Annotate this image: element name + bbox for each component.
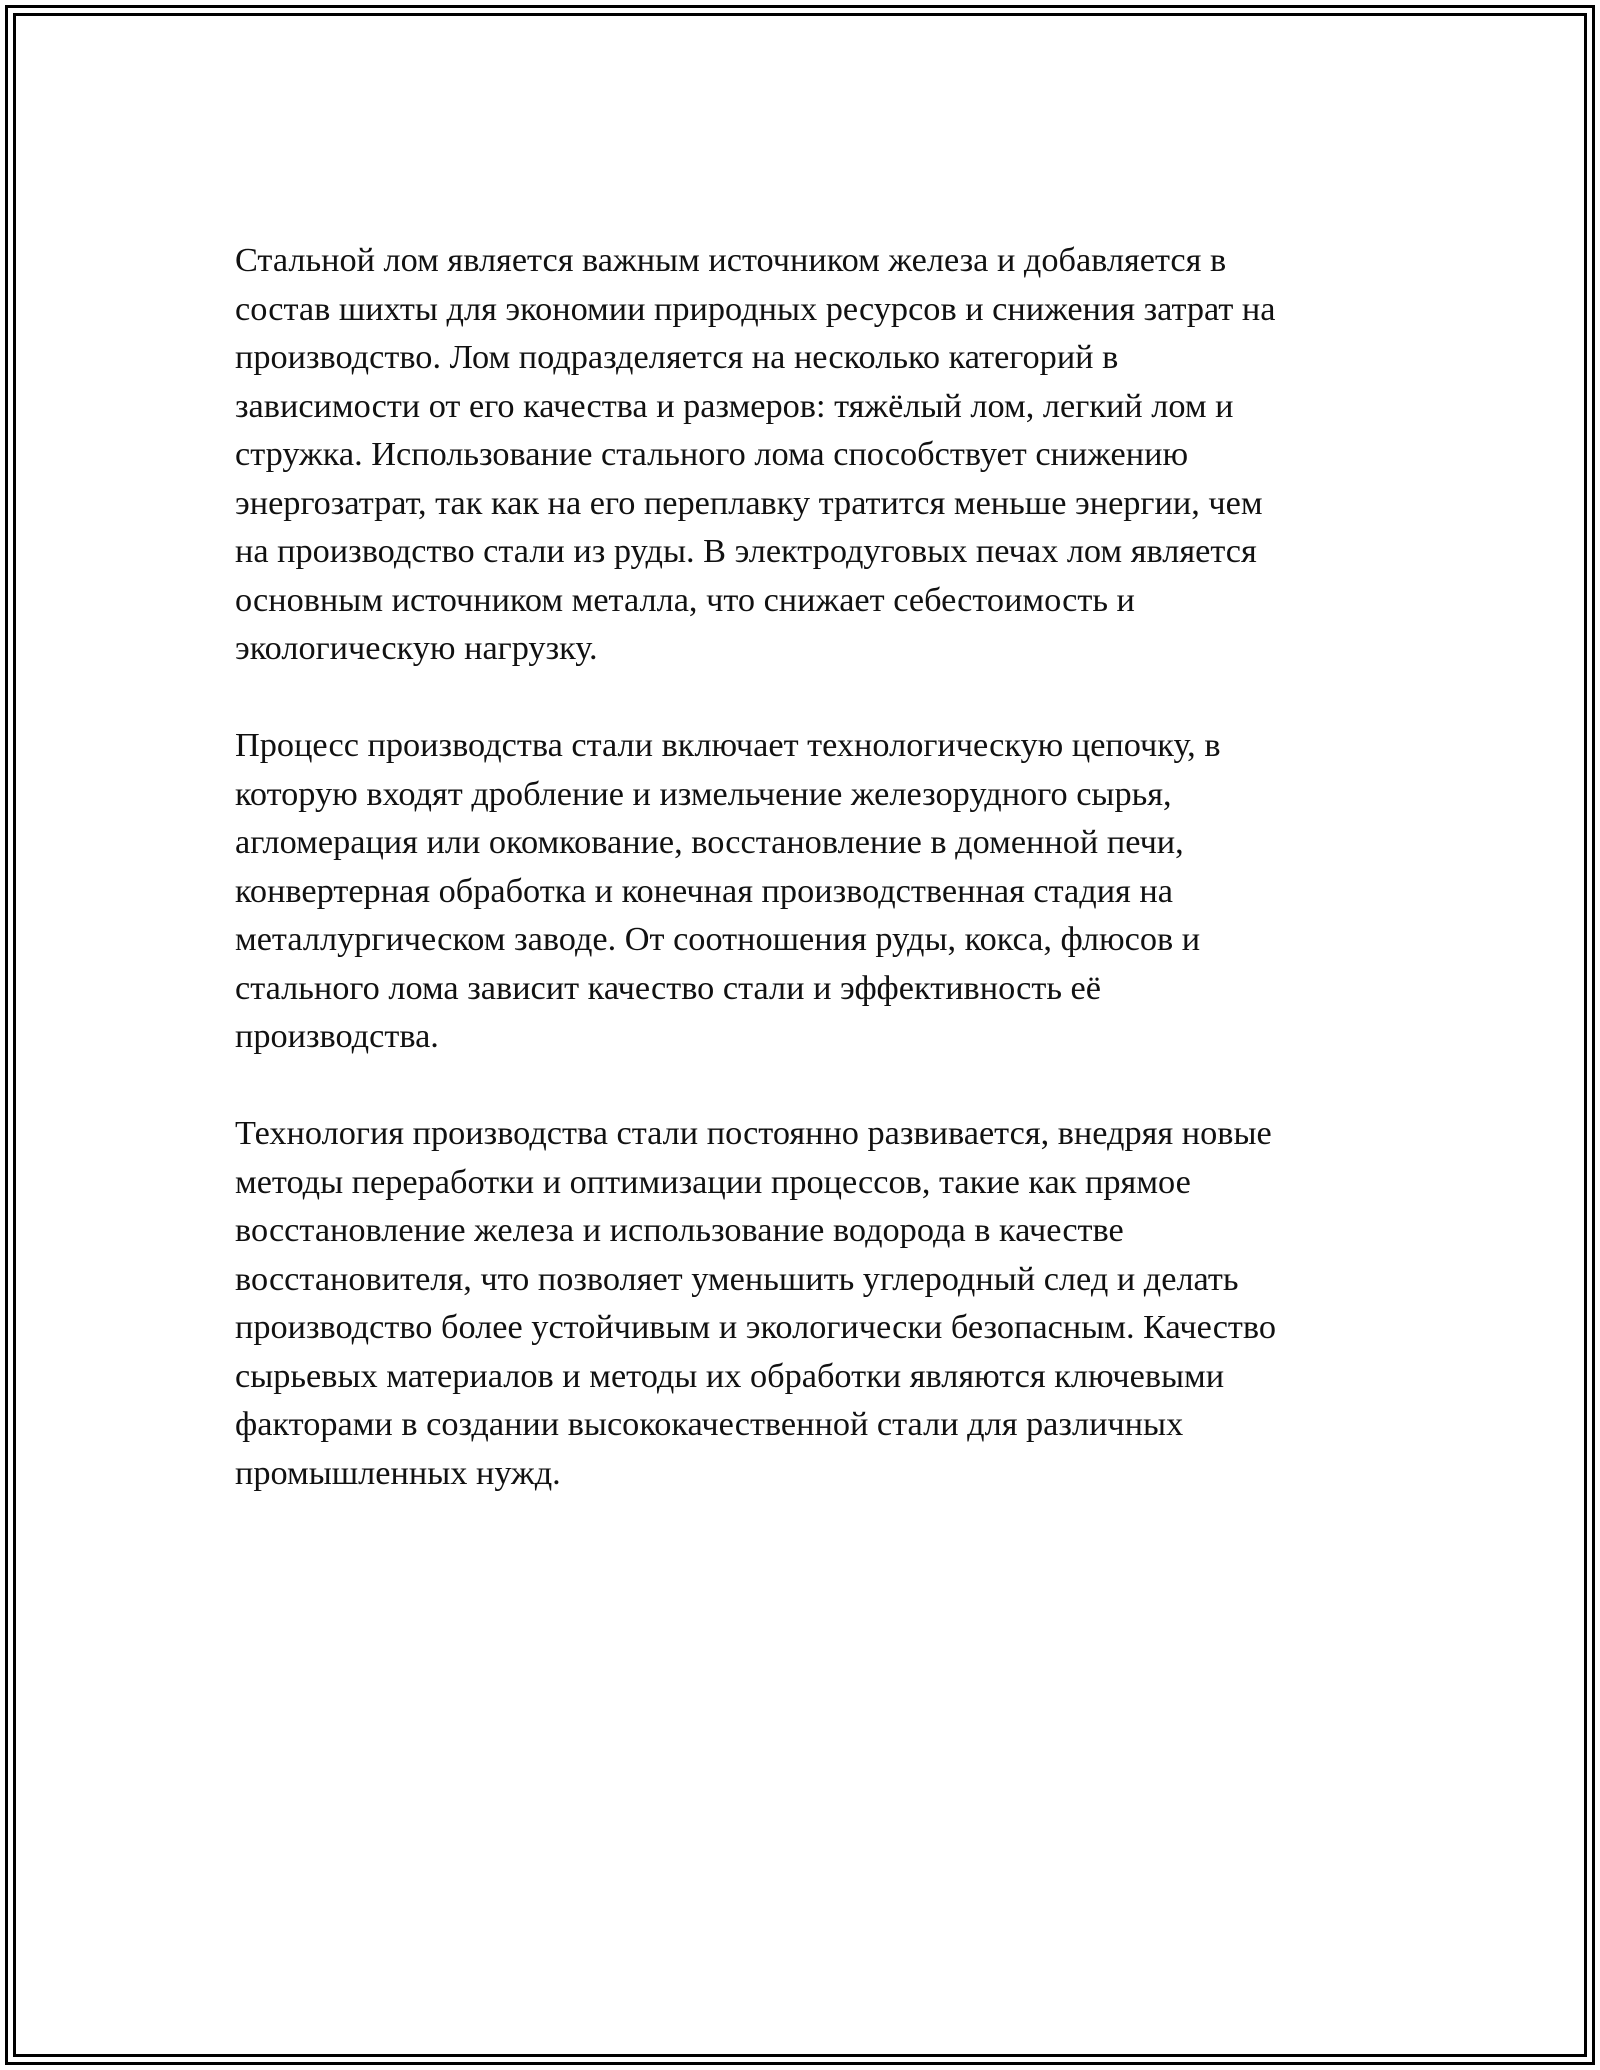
text-line: зависимости от его качества и размеров: тяжёлый лом, легкий лом и bbox=[235, 386, 1234, 425]
text-line: на производство стали из руды. В электродуговых печах лом является bbox=[235, 532, 1257, 570]
text-line: восстановление железа и использование водорода в качестве bbox=[235, 1211, 1124, 1249]
text-line: состав шихты для экономии природных ресурсов и снижения затрат на bbox=[235, 289, 1276, 328]
paragraph-technology-development bbox=[235, 1109, 1375, 1497]
text-line: Стальной лом является важным источником железа и добавляется в bbox=[235, 241, 1227, 279]
text-line: восстановителя, что позволяет уменьшить углеродный след и делать bbox=[235, 1259, 1239, 1298]
text-line: конвертерная обработка и конечная производственная стадия на bbox=[235, 871, 1173, 910]
text-line: стального лома зависит качество стали и эффективность её bbox=[235, 968, 1101, 1007]
text-line: энергозатрат, так как на его переплавку тратится меньше энергии, чем bbox=[235, 483, 1263, 522]
text-line: металлургическом заводе. От соотношения руды, кокса, флюсов и bbox=[235, 920, 1201, 958]
document-body bbox=[235, 236, 1375, 1546]
text-line: которую входят дробление и измельчение железорудного сырья, bbox=[235, 774, 1172, 813]
text-line: агломерация или окомкование, восстановление в доменной печи, bbox=[235, 823, 1184, 861]
paragraph-production-process bbox=[235, 721, 1375, 1061]
text-line: Процесс производства стали включает технологическую цепочку, в bbox=[235, 726, 1221, 764]
text-line: промышленных нужд. bbox=[235, 1453, 561, 1492]
text-line: факторами в создании высококачественной стали для различных bbox=[235, 1405, 1184, 1443]
text-line: производство более устойчивым и экологически безопасным. Качество bbox=[235, 1308, 1277, 1346]
text-line: производства. bbox=[235, 1017, 439, 1055]
paragraph-steel-scrap bbox=[235, 236, 1375, 673]
text-line: стружка. Использование стального лома способствует снижению bbox=[235, 435, 1189, 473]
text-line: сырьевых материалов и методы их обработки являются ключевыми bbox=[235, 1356, 1225, 1395]
text-line: Технология производства стали постоянно развивается, внедряя новые bbox=[235, 1114, 1272, 1152]
text-line: экологическую нагрузку. bbox=[235, 629, 598, 667]
text-line: методы переработки и оптимизации процессов, такие как прямое bbox=[235, 1162, 1191, 1201]
text-line: основным источником металла, что снижает себестоимость и bbox=[235, 580, 1135, 619]
text-line: производство. Лом подразделяется на несколько категорий в bbox=[235, 338, 1119, 376]
